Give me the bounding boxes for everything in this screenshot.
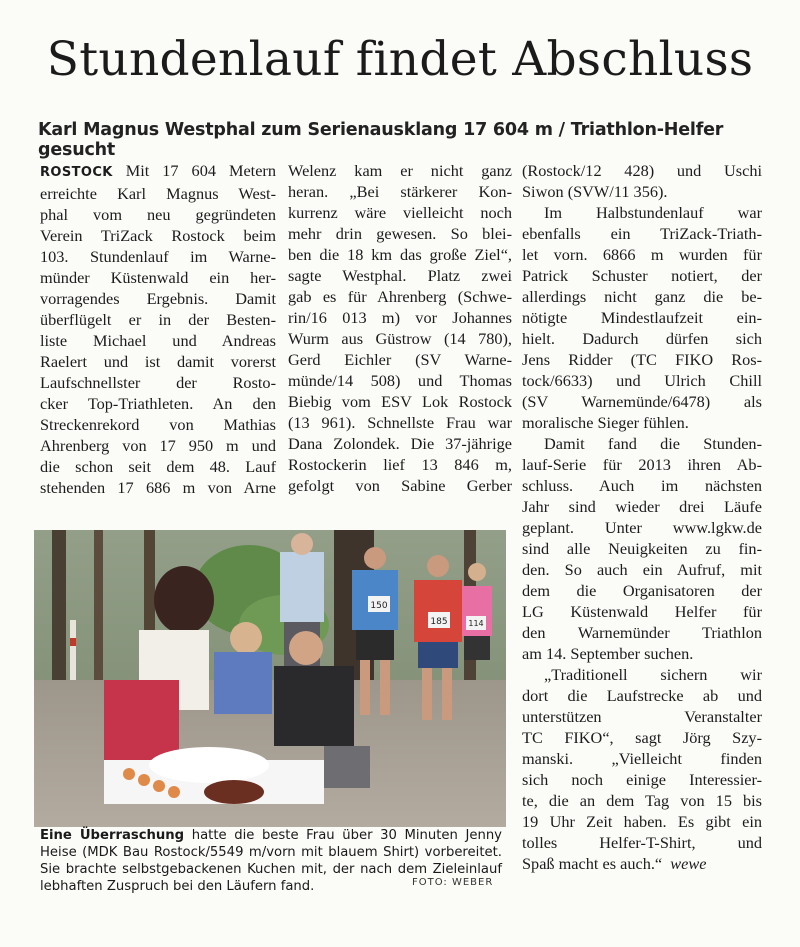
text-line: Siwon (SVW/11 356). [522,182,668,201]
text-line: dort die Laufstrecke ab und [522,686,762,705]
text-line: rin/16 013 m) vor Johannes [288,308,512,327]
article-photo [34,530,506,827]
text-line: schluss. Auch im nächsten [522,476,762,495]
text-line: den Warnemünder Triathlon [522,623,762,642]
text-line: münder Küstenwald ein her- [40,268,276,287]
author-signature: wewe [670,854,707,873]
text-line: unterstützen Veranstalter [522,707,762,726]
caption-lead: Eine Überraschung [40,828,185,843]
text-line: Ahrenberg von 17 950 m und [40,436,276,455]
text-line: 19 Uhr Zeit haben. Es gibt ein [522,812,762,831]
text-line: ROSTOCK Mit 17 604 Metern [40,161,276,180]
text-line: Gerd Eichler (SV Warne- [288,350,512,369]
bib-number: 185 [430,617,448,627]
text-line: Jens Ridder (TC FIKO Ros- [522,350,762,369]
text-line: sagte Westphal. Platz zwei [288,266,512,285]
text-line: cker Top-Triathleten. An den [40,394,276,413]
text-line: Patrick Schuster notiert, der [522,266,762,285]
headline: Stundenlauf findet Abschluss [46,32,754,87]
article-column-1 [40,160,276,498]
text-line: Welenz kam er nicht ganz [288,161,512,180]
text-line: Spaß macht es auch.“ wewe [522,854,707,873]
dateline: ROSTOCK [40,165,113,180]
text-line: lauf-Serie für 2013 ihren Ab- [522,455,762,474]
text-line: 103. Stundenlauf im Warne- [40,247,276,266]
text-line: stehenden 17 686 m von Arne [40,478,276,497]
text-line: hielt. Dadurch dürfen sich [522,329,762,348]
text-line: te, die an dem Tag von 15 bis [522,791,762,810]
text-line: moralische Sieger fühlen. [522,413,689,432]
photo-illustration [34,530,506,827]
text-line: (13 961). Schnellste Frau war [288,413,512,432]
text-line: allerdings nicht ganz die be- [522,287,762,306]
text-line: tock/6633) und Ulrich Chill [522,371,762,390]
text-line: Dana Zolondek. Die 37-jährige [288,434,512,453]
text-line: die schon seit dem 48. Lauf [40,457,276,476]
text-line: manski. „Vielleicht finden [522,749,762,768]
text-line: münde/14 508) und Thomas [288,371,512,390]
text-line: Im Halbstundenlauf war [544,203,762,222]
text-line: liste Michael und Andreas [40,331,276,350]
text-line: „Traditionell sichern wir [544,665,762,684]
text-line: erreichte Karl Magnus West- [40,184,276,203]
text-line: Rostockerin lief 13 846 m, [288,455,512,474]
text-line: tolles Helfer-T-Shirt, und [522,833,762,852]
text-line: (SV Warnemünde/6478) als [522,392,762,411]
text-line: kurrenz wäre vielleicht noch [288,203,512,222]
text-line: Wurm aus Güstrow (14 780), [288,329,512,348]
text-line: gefolgt von Sabine Gerber [288,476,512,495]
column-1-text [40,160,276,498]
text-line: Verein TriZack Rostock beim [40,226,276,245]
article-column-2 [288,160,512,496]
text-line: den. So auch ein Aufruf, mit [522,560,762,579]
article-column-3 [522,160,762,874]
text-line: Raelert und ist damit vorerst [40,352,276,371]
text-line: nötigte Mindestlaufzeit ein- [522,308,762,327]
text-line: ebenfalls ein TriZack-Triath- [522,224,762,243]
text-line: Biebig vom ESV Lok Rostock [288,392,512,411]
text-line: sind alle Neuigkeiten zu fin- [522,539,762,558]
text-line: phal vom neu gegründeten [40,205,276,224]
text-line: Damit fand die Stunden- [544,434,762,453]
text-line: mehr drin gewesen. So blei- [288,224,512,243]
text-line: gab es für Ahrenberg (Schwe- [288,287,512,306]
text-line: Laufschnellster der Rosto- [40,373,276,392]
photo-credit: FOTO: WEBER [412,877,494,888]
text-line: heran. „Bei stärkerer Kon- [288,182,512,201]
text-line: dem die Organisatoren der [522,581,762,600]
text-line: LG Küstenwald Helfer für [522,602,762,621]
text-line: geplant. Unter www.lgkw.de [522,518,762,537]
bib-number: 114 [468,619,484,628]
text-line: ben die 18 km das große Ziel“, [288,245,512,264]
text-line: sich noch einige Interessier- [522,770,762,789]
bib-number: 150 [370,601,388,611]
text-line: vorragendes Ergebnis. Damit [40,289,276,308]
caption-text: hatte die beste Frau über 30 Minuten Jenny Heise (MDK Bau Rostock/5549 m/vorn mit blauem Shirt) vorbereitet. Sie brachte selbstgebackenen Kuchen mit, der nach dem Zieleinlauf lebhaften Zuspruch bei den Läufern fand. [40,828,502,894]
text-line: TC FIKO“, sagt Jörg Szy- [522,728,762,747]
column-3-text [522,160,762,874]
subheadline: Karl Magnus Westphal zum Serienausklang 17 604 m / Triathlon-Helfer gesucht [38,120,724,160]
text-line: let vorn. 6866 m wurden für [522,245,762,264]
text-line: (Rostock/12 428) und Uschi [522,161,762,180]
text-line: Streckenrekord von Mathias [40,415,276,434]
column-2-text [288,160,512,496]
text-line: Jahr sind wieder drei Läufe [522,497,762,516]
text-line: am 14. September suchen. [522,644,694,663]
text-line: überflügelt er in der Besten- [40,310,276,329]
